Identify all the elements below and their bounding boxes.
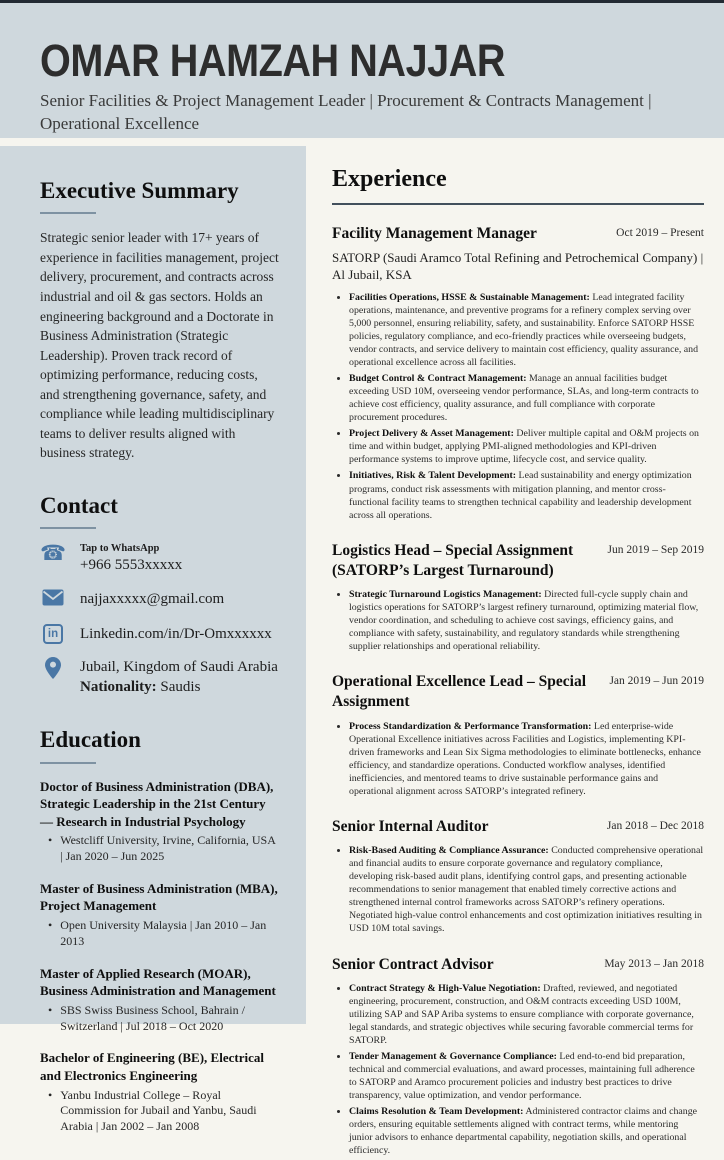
bullet-lead: Claims Resolution & Team Development:: [349, 1106, 524, 1118]
bullet-lead: Risk-Based Auditing & Compliance Assurance:: [349, 845, 549, 857]
job-title: Operational Excellence Lead – Special Assignment: [332, 673, 587, 711]
degree-details: Open University Malaysia | Jan 2010 – Jan 2013: [60, 918, 267, 948]
job-header: [332, 541, 704, 581]
candidate-tagline: Senior Facilities & Project Management Leader | Procurement & Contracts Management | Operational Excellence: [40, 91, 652, 133]
bullet-text: Conducted comprehensive operational and financial audits to ensure corporate governance and regulatory compliance, developing risk-based audit plans, identifying control gaps, and presenting actionable recommendations to senior management that enabled timely corrective actions and strengthened internal control frameworks across SATORP’s refinery operations. Negotiated high-value control enhancements and cost optimization initiatives resulting in USD 10M total savings.: [349, 845, 704, 935]
executive-summary-text: Strategic senior leader with 17+ years of experience in facilities management, project delivery, procurement, and contracts across industrial and oil & gas sectors. Holds an engineering background and a Doctorate in Business Administration (Strategic Leadership). Proven track record of optimizing performance, reducing costs, and strengthening governance, safety, and compliance while leading multidisciplinary teams to deliver results aligned with business strategy.: [40, 230, 279, 461]
job-header: [332, 672, 704, 712]
bullet-lead: Facilities Operations, HSSE & Sustainable Management:: [349, 291, 590, 303]
bullet-lead: Process Standardization & Performance Transformation:: [349, 720, 592, 732]
degree-details: Yanbu Industrial College – Royal Commission for Jubail and Yanbu, Saudi Arabia | Jan 2002 – Jan 2008: [60, 1087, 257, 1134]
location-pin-icon: [40, 657, 66, 684]
bullet-lead: Initiatives, Risk & Talent Development:: [349, 470, 517, 482]
job-bullet: [349, 1105, 704, 1157]
bullet-marker: •: [48, 918, 53, 933]
job-title: Logistics Head – Special Assignment (SATORP’s Largest Turnaround): [332, 541, 574, 579]
job-bullet-list: [332, 844, 704, 935]
linkedin-url: Linkedin.com/in/Dr-Omxxxxxx: [80, 625, 272, 642]
job-bullet: [349, 469, 704, 521]
candidate-name: OMAR HAMZAH NAJJAR: [40, 35, 506, 86]
degree-details: SBS Swiss Business School, Bahrain / Switzerland | Jul 2018 – Oct 2020: [60, 1002, 245, 1033]
contact-section: [40, 493, 280, 697]
email-address: najjaxxxxx@gmail.com: [80, 590, 225, 607]
contact-phone-row[interactable]: [40, 543, 280, 575]
job-bullet: [349, 372, 704, 424]
bullet-lead: Strategic Turnaround Logistics Management:: [349, 588, 542, 600]
job-entry: [332, 817, 704, 936]
bullet-text: Administered contractor claims and change orders, ensuring equitable settlements aligned with contract terms, while mentoring junior advisors to enhance departmental capability, negotiation skills, and operational efficiency.: [349, 1106, 698, 1157]
degree-title: Master of Business Administration (MBA), Project Management: [40, 880, 278, 914]
job-bullet-list: [332, 291, 704, 522]
job-bullet: [349, 588, 704, 653]
experience-column: [332, 166, 704, 1160]
job-bullet: [349, 291, 704, 369]
job-bullet: [349, 1050, 704, 1102]
bullet-text: Lead integrated facility operations, maintenance, and preventive programs for a refinery complex serving over 5,000 personnel, ensuring reliability, safety, and sustainability. Enforce SATORP HSSE policies, regulatory compliance, and eco-friendly practices while overseeing budgets, vendor contracts, and service delivery to maintain cost efficiency, quality assurance, and operational excellence across all facilities.: [349, 291, 699, 368]
job-dates: May 2013 – Jan 2018: [604, 957, 704, 970]
job-bullet-list: [332, 720, 704, 798]
bullet-marker: •: [48, 1002, 53, 1017]
bullet-lead: Contract Strategy & High-Value Negotiation:: [349, 982, 541, 994]
bullet-text: Lead sustainability and energy optimization programs, conduct risk assessments with mitigation planning, and mentor cross-functional facility teams to strengthen technical capability and leadership development across all operations.: [349, 470, 692, 521]
degree-details-row: [40, 1003, 280, 1035]
bullet-text: Led enterprise-wide Operational Excellence initiatives across Facilities and Logistics, implementing KPI-driven frameworks and Lean Six Sigma methodologies to eliminate bottlenecks, enhance efficiency, and standardize operations. Conducted workflow analyses, identified inefficiencies, and mentored teams to drive sustainable performance gains and operational alignment across SATORP’s integrated refinery.: [349, 720, 701, 797]
bullet-text: Directed full-cycle supply chain and logistics operations for SATORP’s largest refinery turnaround, optimizing material flow, vendor coordination, and scheduling to achieve cost savings, efficiency gains, and compliance with safety, sustainability, and regulatory standards while strengthening supplier relationships and operational reliability.: [349, 588, 699, 653]
bullet-lead: Tender Management & Governance Compliance:: [349, 1050, 557, 1062]
job-title: Facility Management Manager: [332, 225, 537, 243]
linkedin-icon: in: [40, 624, 66, 644]
job-bullet: [349, 427, 704, 466]
bullet-lead: Project Delivery & Asset Management:: [349, 428, 514, 440]
section-divider: [40, 527, 96, 529]
contact-title: Contact: [40, 493, 118, 519]
degree-details-row: [40, 918, 280, 950]
job-dates: Jan 2019 – Jun 2019: [609, 675, 704, 688]
sidebar: [0, 146, 306, 1134]
job-header: [332, 955, 704, 975]
resume-header: [0, 3, 724, 138]
degree-title: Bachelor of Engineering (BE), Electrical and Electronics Engineering: [40, 1050, 264, 1083]
bullet-lead: Budget Control & Contract Management:: [349, 373, 527, 384]
section-divider: [40, 212, 96, 214]
job-bullet: [349, 844, 704, 935]
nationality-value: Saudis: [160, 679, 201, 696]
experience-title: Experience: [332, 166, 447, 192]
job-title: Senior Internal Auditor: [332, 817, 489, 835]
job-title: Senior Contract Advisor: [332, 955, 494, 973]
phone-number: +966 5553xxxxx: [80, 557, 183, 574]
job-entry: [332, 224, 704, 521]
degree-details: Westcliff University, Irvine, California, USA | Jan 2020 – Jun 2025: [60, 833, 276, 864]
job-entry: [332, 672, 704, 798]
job-entry: [332, 541, 704, 654]
phone-icon: ☎: [40, 541, 67, 566]
job-dates: Jan 2018 – Dec 2018: [606, 819, 704, 832]
degree-title: Doctor of Business Administration (DBA), Strategic Leadership in the 21st Century — Research in Industrial Psychology: [40, 778, 274, 829]
job-bullet-list: [332, 982, 704, 1158]
executive-summary-section: [40, 178, 280, 463]
bullet-marker: •: [48, 833, 53, 848]
degree-title: Master of Applied Research (MOAR), Business Administration and Management: [40, 965, 276, 999]
bullet-text: Led end-to-end bid preparation, technical and commercial evaluations, and award processes, maintaining full adherence to SATORP and Aramco procurement policies and industry best practices to drive transparency, value optimization, and vendor performance.: [349, 1050, 695, 1102]
email-icon: [40, 589, 66, 611]
job-header: [332, 817, 704, 837]
contact-linkedin-row[interactable]: [40, 624, 280, 644]
education-degree: [40, 778, 280, 865]
bullet-marker: •: [48, 1087, 53, 1102]
job-dates: Jun 2019 – Sep 2019: [607, 543, 704, 556]
nationality-line: [80, 677, 278, 697]
job-company: SATORP (Saudi Aramco Total Refining and Petrochemical Company) | Al Jubail, KSA: [332, 249, 704, 283]
location-text: Jubail, Kingdom of Saudi Arabia: [80, 658, 278, 675]
job-dates: Oct 2019 – Present: [616, 227, 704, 240]
degree-details-row: [40, 833, 280, 865]
contact-email-row[interactable]: [40, 589, 280, 611]
education-degree: [40, 880, 280, 950]
section-divider: [40, 762, 96, 764]
executive-summary-title: Executive Summary: [40, 178, 239, 203]
education-title: Education: [40, 727, 141, 753]
degree-details-row: [40, 1088, 280, 1135]
job-bullet: [349, 720, 704, 798]
whatsapp-note: Tap to WhatsApp: [80, 543, 160, 555]
job-bullet: [349, 982, 704, 1047]
job-entry: [332, 955, 704, 1158]
education-degree: [40, 1049, 280, 1135]
contact-location-row: [40, 657, 280, 698]
job-bullet-list: [332, 588, 704, 653]
bullet-text: Manage an annual facilities budget exceeding USD 10M, overseeing vendor performance, SLAs, and long-term contracts to achieve cost efficiency, quality assurance, and full compliance with corporate procurement procedures.: [349, 373, 699, 424]
experience-divider: [332, 203, 704, 205]
bullet-text: Deliver multiple capital and O&M projects on time and within budget, applying PMI-aligned methodologies and KPI-driven performance systems to improve uptime, lifecycle cost, and service quality.: [349, 428, 699, 466]
bullet-text: Drafted, reviewed, and negotiated engineering, procurement, construction, and O&M contracts exceeding USD 100M, utilizing SAP and SAP Ariba systems to ensure compliance with corporate governance, legal standards, and strategic objectives while securing favorable commercial terms for SATORP.: [349, 982, 694, 1046]
nationality-label: Nationality:: [80, 679, 157, 696]
education-section: [40, 727, 280, 1135]
job-header: [332, 224, 704, 244]
